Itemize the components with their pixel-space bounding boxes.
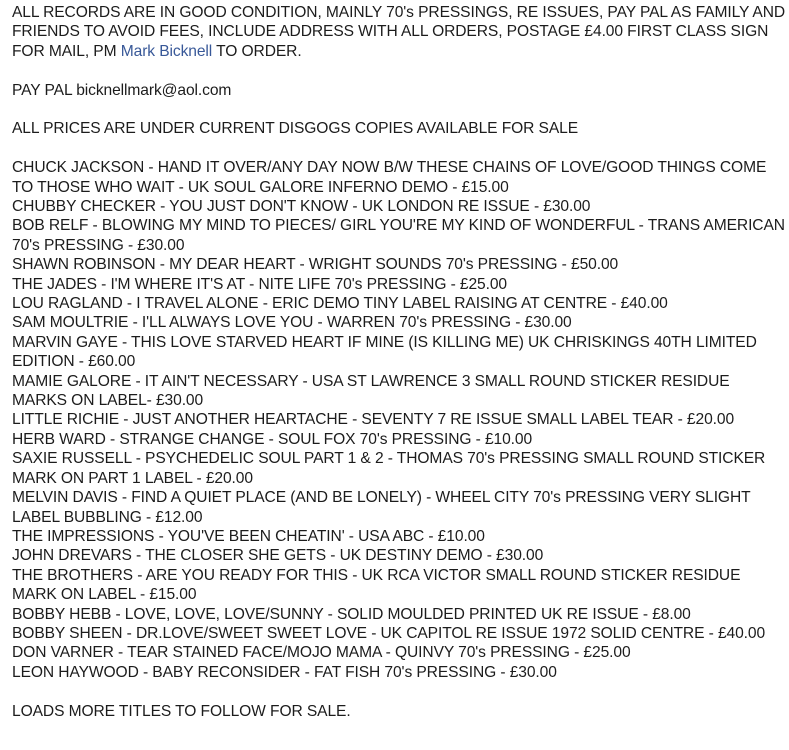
listing-item: JOHN DREVARS - THE CLOSER SHE GETS - UK DESTINY DEMO - £30.00 — [12, 547, 544, 565]
listing-item: LITTLE RICHIE - JUST ANOTHER HEARTACHE - SEVENTY 7 RE ISSUE SMALL LABEL TEAR - £20.00 — [12, 411, 735, 429]
listing-item: DON VARNER - TEAR STAINED FACE/MOJO MAMA - QUINVY 70's PRESSING - £25.00 — [12, 644, 631, 662]
prices-note: ALL PRICES ARE UNDER CURRENT DISGOGS COPIES AVAILABLE FOR SALE — [12, 120, 579, 138]
listing-item: THE JADES - I'M WHERE IT'S AT - NITE LIFE 70's PRESSING - £25.00 — [12, 275, 508, 293]
intro-paragraph — [12, 3, 788, 61]
listing-item: BOB RELF - BLOWING MY MIND TO PIECES/ GIRL YOU'RE MY KIND OF WONDERFUL - TRANS AMERICAN 70's PRESSING - £30.00 — [12, 217, 785, 254]
paypal-line: PAY PAL bicknellmark@aol.com — [12, 81, 232, 99]
listing-item: LEON HAYWOOD - BABY RECONSIDER - FAT FISH 70's PRESSING - £30.00 — [12, 663, 557, 681]
post-body — [12, 3, 788, 721]
listing-item: SAXIE RUSSELL - PSYCHEDELIC SOUL PART 1 & 2 - THOMAS 70's PRESSING SMALL ROUND STICKER MARK ON PART 1 LABEL - £20.00 — [12, 450, 766, 487]
intro-text-end: TO ORDER. — [216, 42, 302, 60]
paragraph-gap — [12, 61, 788, 80]
paragraph-gap — [12, 139, 788, 158]
listing-item: BOBBY HEBB - LOVE, LOVE, LOVE/SUNNY - SOLID MOULDED PRINTED UK RE ISSUE - £8.00 — [12, 605, 691, 623]
intro-text: ALL RECORDS ARE IN GOOD CONDITION, MAINLY 70's PRESSINGS, RE ISSUES, PAY PAL AS FAMILY AND FRIENDS TO AVOID FEES, INCLUDE ADDRESS WITH ALL ORDERS, POSTAGE £4.00 FIRST CLASS SIGN FOR MAIL, PM — [12, 4, 786, 60]
listing-item: CHUBBY CHECKER - YOU JUST DON'T KNOW - UK LONDON RE ISSUE - £30.00 — [12, 198, 591, 216]
listing-item: MARVIN GAYE - THIS LOVE STARVED HEART IF MINE (IS KILLING ME) UK CHRISKINGS 40TH LIMITED EDITION - £60.00 — [12, 333, 757, 371]
closing-line: LOADS MORE TITLES TO FOLLOW FOR SALE. — [12, 702, 351, 720]
listing-item: SHAWN ROBINSON - MY DEAR HEART - WRIGHT SOUNDS 70's PRESSING - £50.00 — [12, 256, 619, 274]
listing-item: THE IMPRESSIONS - YOU'VE BEEN CHEATIN' - USA ABC - £10.00 — [12, 527, 485, 545]
paragraph-gap — [12, 100, 788, 119]
listing-item: CHUCK JACKSON - HAND IT OVER/ANY DAY NOW B/W THESE CHAINS OF LOVE/GOOD THINGS COME TO THOSE WHO WAIT - UK SOUL GALORE INFERNO DEMO - £15.00 — [12, 159, 767, 196]
listing-item: BOBBY SHEEN - DR.LOVE/SWEET SWEET LOVE - UK CAPITOL RE ISSUE 1972 SOLID CENTRE - £40.00 — [12, 624, 766, 642]
listing-item: MELVIN DAVIS - FIND A QUIET PLACE (AND BE LONELY) - WHEEL CITY 70's PRESSING VERY SLIGHT LABEL BUBBLING - £12.00 — [12, 489, 751, 526]
listing-item: THE BROTHERS - ARE YOU READY FOR THIS - UK RCA VICTOR SMALL ROUND STICKER RESIDUE MARK ON LABEL - £15.00 — [12, 566, 741, 604]
listing-item: SAM MOULTRIE - I'LL ALWAYS LOVE YOU - WARREN 70's PRESSING - £30.00 — [12, 314, 572, 332]
listing-item: LOU RAGLAND - I TRAVEL ALONE - ERIC DEMO TINY LABEL RAISING AT CENTRE - £40.00 — [12, 295, 668, 313]
paragraph-gap — [12, 682, 788, 701]
record-listings — [12, 158, 788, 682]
listing-item: MAMIE GALORE - IT AIN'T NECESSARY - USA ST LAWRENCE 3 SMALL ROUND STICKER RESIDUE MARKS ON LABEL- £30.00 — [12, 372, 730, 410]
listing-item: HERB WARD - STRANGE CHANGE - SOUL FOX 70's PRESSING - £10.00 — [12, 430, 533, 448]
mention-link-mark-bicknell[interactable]: Mark Bicknell — [120, 42, 213, 60]
